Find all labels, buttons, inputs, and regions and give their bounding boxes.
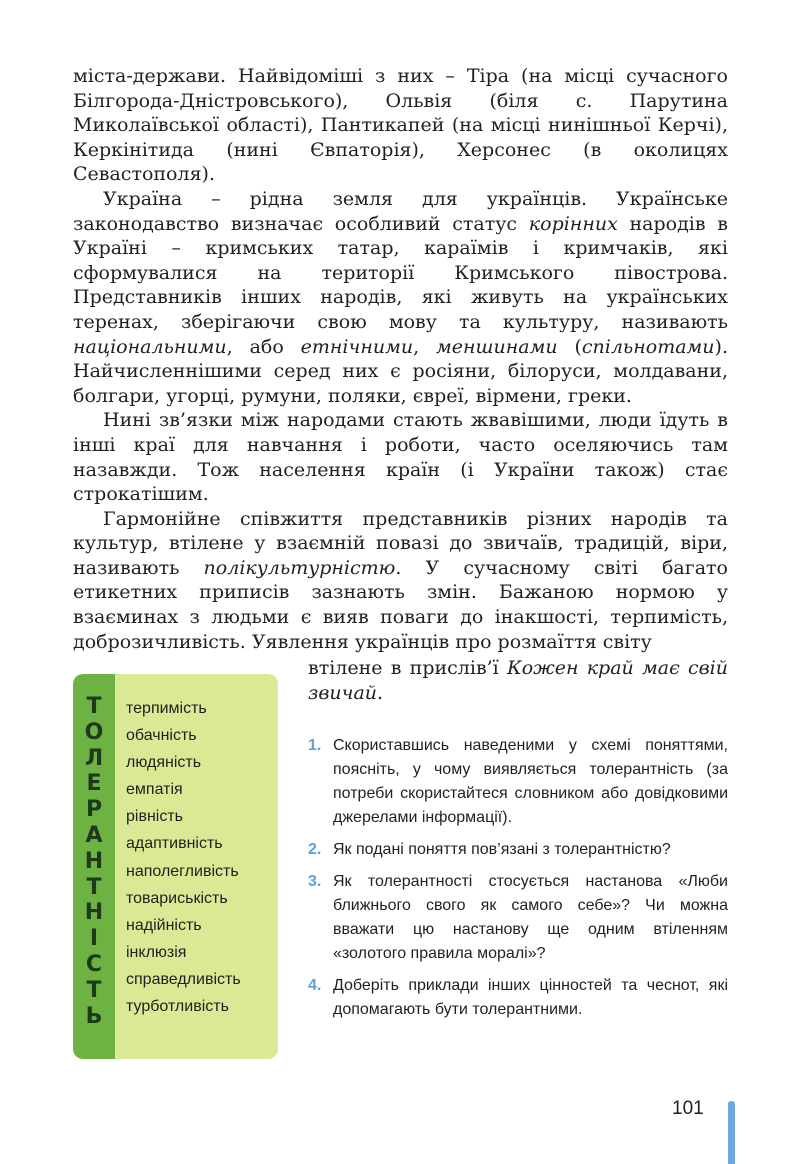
paragraph-3: Нині зв’язки між народами стають жвавішими, люди їдуть в інші краї для навчання і роботи, часто оселяючись там назавжди. Тож населення країн (і України також) стає строкатішим. xyxy=(73,409,728,506)
scheme-letter: О xyxy=(84,719,104,745)
page-marker-bar xyxy=(728,1101,735,1164)
scheme-letter: Т xyxy=(86,874,102,900)
paragraph-2: Україна – рідна земля для українців. Українське законодавство визначає особливий статус корінних народів в Україні – кримських татар, караїмів і кримчаків, які сформувалися на території Кримського півострова. Представників інших народів, які живуть на українських теренах, зберігаючи свою мову та культуру, називають національними, або етнічними, меншинами (спільнотами). Найчисленнішими серед них є росіяни, білоруси, молдавани, болгари, угорці, румуни, поляки, євреї, вірмени, греки. xyxy=(73,187,728,407)
scheme-word-list xyxy=(126,695,276,1020)
scheme-letter: Н xyxy=(84,848,104,874)
question-item xyxy=(308,734,728,830)
question-text: Доберіть приклади інших цінностей та чеснот, які допомагають бути толерантними. xyxy=(333,977,728,1018)
scheme-word: справедливість xyxy=(126,970,241,988)
question-number: 4. xyxy=(308,977,322,994)
question-text: Як подані поняття пов’язані з толерантністю? xyxy=(333,841,671,858)
scheme-letter: С xyxy=(85,951,103,977)
question-item xyxy=(308,870,728,966)
scheme-word: людяність xyxy=(126,754,202,772)
question-number: 1. xyxy=(308,737,322,754)
paragraph-4: Гармонійне співжиття представників різних народів та культур, втілене у взаємній повазі до звичаїв, традицій, віри, називають полікультурністю. У сучасному світі багато етикетних приписів зазнають змін. Бажаною нормою у взаєминах з людьми є вияв поваги до інакшості, терпимість, доброзичливість. Уявлення українців про розмаїття світу xyxy=(73,507,728,653)
scheme-word: терпимість xyxy=(126,700,207,717)
scheme-vertical-word xyxy=(73,694,115,1029)
question-list xyxy=(308,734,728,1030)
question-text: Скориставшись наведеними у схемі поняттями, поясніть, у чому виявляється толерантність (за потреби скористайтеся словником або довідковими джерелами інформації). xyxy=(333,737,728,826)
scheme-word: надійність xyxy=(126,916,202,934)
scheme-word: рівність xyxy=(126,808,184,826)
scheme-letter: Ь xyxy=(85,1003,103,1029)
page-number: 101 xyxy=(672,1098,704,1119)
scheme-letter: Л xyxy=(84,745,104,771)
scheme-word: турботливість xyxy=(126,998,229,1016)
scheme-word: емпатія xyxy=(126,781,183,799)
question-number: 2. xyxy=(308,841,322,858)
scheme-word: обачність xyxy=(126,727,197,745)
scheme-word: адаптивність xyxy=(126,835,223,853)
scheme-letter: Е xyxy=(86,771,102,797)
paragraph-1: міста-держави. Найвідоміші з них – Тіра (на місці сучасного Білгорода-Дністровського), Ольвія (біля с. Парутина Миколаївської області), Пантикапей (на місці нинішньої Керчі), Керкінітида (нині Євпаторія), Херсонес (в околицях Севастополя). xyxy=(73,65,728,186)
scheme-letter: Р xyxy=(85,797,103,823)
question-text: Як толерантності стосується настанова «Люби ближнього свого як самого себе»? Чи можна вважати цю настанову ще одним втіленням «золотого правила моралі»? xyxy=(333,873,728,962)
scheme-letter: Т xyxy=(86,694,102,719)
question-item xyxy=(308,974,728,1022)
scheme-letter: І xyxy=(89,926,99,952)
question-number: 3. xyxy=(308,873,322,890)
scheme-word: наполегливість xyxy=(126,862,239,880)
tolerance-scheme xyxy=(73,674,278,1059)
scheme-word: товариськість xyxy=(126,889,228,907)
scheme-letter: Н xyxy=(84,900,104,926)
scheme-letter: А xyxy=(85,822,103,848)
main-text xyxy=(73,64,728,654)
scheme-word: інклюзія xyxy=(126,943,187,961)
scheme-letter: Т xyxy=(86,977,102,1003)
question-item xyxy=(308,838,728,862)
paragraph-4-tail: втілене в прислів’ї Кожен край має свій звичай. xyxy=(308,657,728,704)
